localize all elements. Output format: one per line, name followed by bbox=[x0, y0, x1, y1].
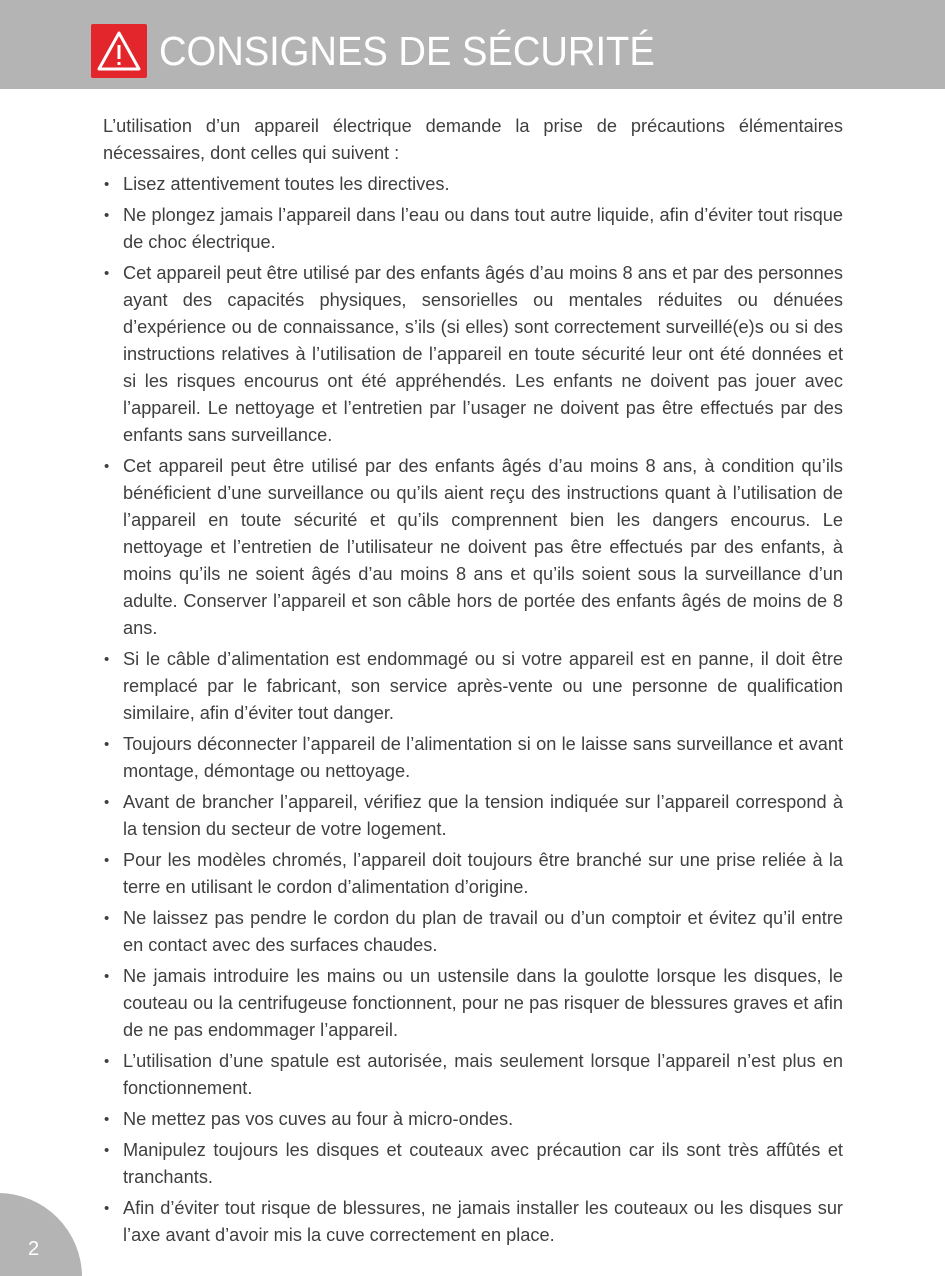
list-item bbox=[103, 1195, 843, 1249]
list-item-text: Si le câble d’alimentation est endommagé ou si votre appareil est en panne, il doit être remplacé par le fabricant, son service après-vente ou une personne de qualification similaire, afin d’éviter tout danger. bbox=[123, 649, 843, 723]
list-item-text: Afin d’éviter tout risque de blessures, ne jamais installer les couteaux ou les disques sur l’axe avant d’avoir mis la cuve correctement en place. bbox=[123, 1198, 843, 1245]
bullet: • bbox=[104, 968, 110, 985]
page-number-tab bbox=[0, 1193, 82, 1276]
bullet: • bbox=[104, 651, 110, 668]
list-item-text: Ne plongez jamais l’appareil dans l’eau ou dans tout autre liquide, afin d’éviter tout risque de choc électrique. bbox=[123, 205, 843, 252]
bullet: • bbox=[104, 794, 110, 811]
list-item bbox=[103, 453, 843, 642]
list-item bbox=[103, 1137, 843, 1191]
list-item-text: Ne laissez pas pendre le cordon du plan de travail ou d’un comptoir et évitez qu’il entre en contact avec des surfaces chaudes. bbox=[123, 908, 843, 955]
list-item bbox=[103, 731, 843, 785]
list-item bbox=[103, 646, 843, 727]
warning-badge bbox=[91, 24, 147, 78]
bullet: • bbox=[104, 1200, 110, 1217]
list-item-text: Pour les modèles chromés, l’appareil doit toujours être branché sur une prise reliée à la terre en utilisant le cordon d’alimentation d’origine. bbox=[123, 850, 843, 897]
list-item bbox=[103, 847, 843, 901]
list-item-text: Lisez attentivement toutes les directives. bbox=[123, 174, 450, 194]
bullet: • bbox=[104, 1111, 110, 1128]
bullet: • bbox=[104, 207, 110, 224]
list-item-text: Avant de brancher l’appareil, vérifiez que la tension indiquée sur l’appareil correspond à la tension du secteur de votre logement. bbox=[123, 792, 843, 839]
list-item-text: L’utilisation d’une spatule est autorisée, mais seulement lorsque l’appareil n’est plus en fonctionnement. bbox=[123, 1051, 843, 1098]
list-item-text: Toujours déconnecter l’appareil de l’alimentation si on le laisse sans surveillance et avant montage, démontage ou nettoyage. bbox=[123, 734, 843, 781]
bullet: • bbox=[104, 852, 110, 869]
list-item bbox=[103, 171, 843, 198]
list-item-text: Ne mettez pas vos cuves au four à micro-ondes. bbox=[123, 1109, 514, 1129]
list-item bbox=[103, 905, 843, 959]
page-number: 2 bbox=[28, 1238, 40, 1260]
intro-paragraph: L’utilisation d’un appareil électrique demande la prise de précautions élémentaires nécessaires, dont celles qui suivent : bbox=[103, 116, 843, 163]
list-item bbox=[103, 789, 843, 843]
warning-triangle-icon bbox=[91, 24, 147, 78]
instruction-list bbox=[103, 171, 843, 1249]
bullet: • bbox=[104, 736, 110, 753]
bullet: • bbox=[104, 1142, 110, 1159]
list-item bbox=[103, 260, 843, 449]
page-title: CONSIGNES DE SÉCURITÉ bbox=[159, 28, 655, 74]
list-item-text: Ne jamais introduire les mains ou un ustensile dans la goulotte lorsque les disques, le couteau ou la centrifugeuse fonctionnent, pour ne pas risquer de blessures graves et afin de ne pas endommager l’appareil. bbox=[123, 966, 843, 1040]
bullet: • bbox=[104, 176, 110, 193]
list-item bbox=[103, 963, 843, 1044]
list-item bbox=[103, 1106, 843, 1133]
list-item-text: Cet appareil peut être utilisé par des enfants âgés d’au moins 8 ans et par des personnes ayant des capacités physiques, sensorielles ou mentales réduites ou dénuées d’expérience ou de connaissance, s’ils (si elles) sont correctement surveillé(e)s ou si des instructions relatives à l’utilisation de l’appareil en toute sécurité leur ont été données et si les risques encourus ont été appréhendés. Les enfants ne doivent pas jouer avec l’appareil. Le nettoyage et l’entretien par l’usager ne doivent pas être effectués par des enfants sans surveillance. bbox=[123, 263, 843, 445]
bullet: • bbox=[104, 458, 110, 475]
bullet: • bbox=[104, 265, 110, 282]
list-item-text: Manipulez toujours les disques et couteaux avec précaution car ils sont très affûtés et tranchants. bbox=[123, 1140, 843, 1187]
list-item bbox=[103, 202, 843, 256]
bullet: • bbox=[104, 1053, 110, 1070]
header-band bbox=[0, 0, 945, 89]
bullet: • bbox=[104, 910, 110, 927]
safety-instructions bbox=[103, 113, 843, 1253]
list-item-text: Cet appareil peut être utilisé par des enfants âgés d’au moins 8 ans, à condition qu’ils bénéficient d’une surveillance ou qu’ils aient reçu des instructions quant à l’utilisation de l’appareil en toute sécurité et qu’ils comprennent bien les dangers encourus. Le nettoyage et l’entretien de l’utilisateur ne doivent pas être effectués par des enfants, à moins qu’ils ne soient âgés d’au moins 8 ans et qu’ils soient sous la surveillance d’un adulte. Conserver l’appareil et son câble hors de portée des enfants âgés de moins de 8 ans. bbox=[123, 456, 843, 638]
list-item bbox=[103, 1048, 843, 1102]
